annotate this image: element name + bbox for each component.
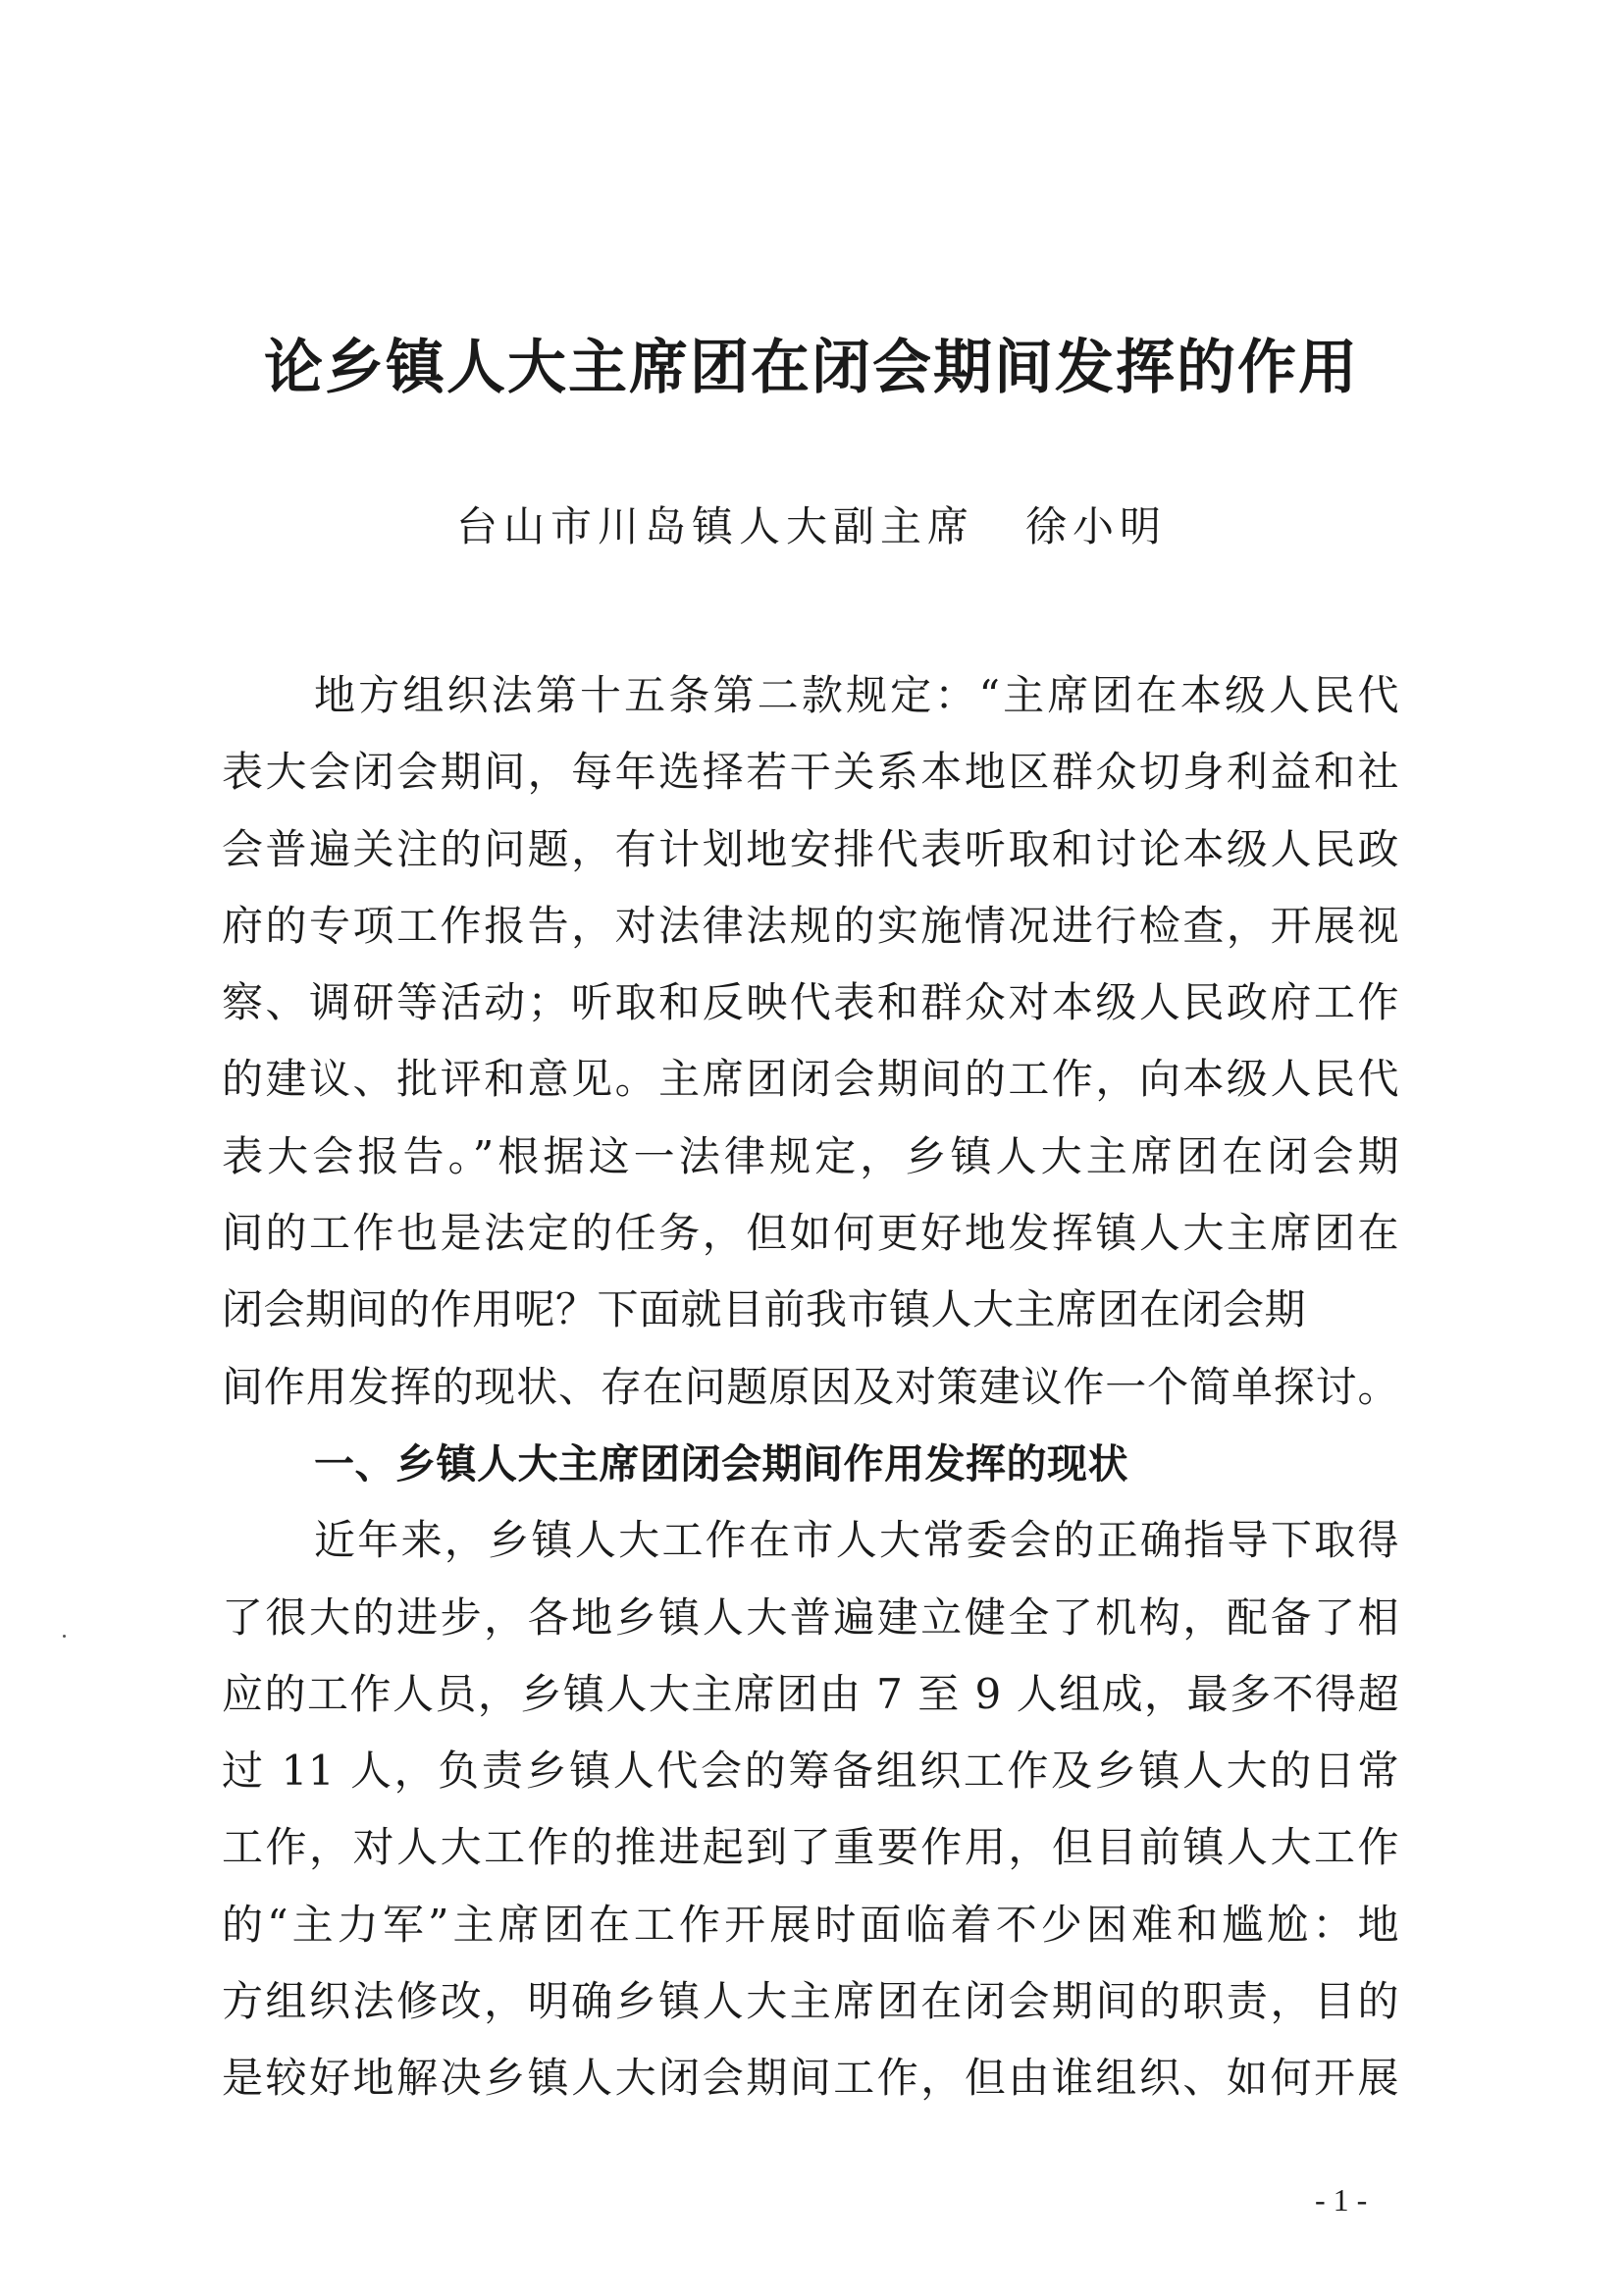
text-line: 表大会闭会期间，每年选择若干关系本地区群众切身利益和社 — [222, 748, 1399, 797]
document-title: 论乡镇人大主席团在闭会期间发挥的作用 — [264, 334, 1359, 402]
text-line: 会普遍关注的问题，有计划地安排代表听取和讨论本级人民政 — [222, 824, 1399, 873]
text-line: 近年来，乡镇人大工作在市人大常委会的正确指导下取得 — [314, 1516, 1399, 1565]
paragraph-status — [222, 1502, 1399, 2116]
scan-speck — [63, 1635, 66, 1638]
text-line: 的建议、批评和意见。主席团闭会期间的工作，向本级人民代 — [222, 1055, 1399, 1104]
author-byline — [0, 496, 1623, 558]
section-heading: 一、乡镇人大主席团闭会期间作用发挥的现状 — [314, 1439, 1128, 1487]
paragraph-intro — [222, 657, 1399, 1426]
text-line: 察、调研等活动；听取和反映代表和群众对本级人民政府工作 — [222, 978, 1399, 1027]
text-line: 间作用发挥的现状、存在问题原因及对策建议作一个简单探讨。 — [222, 1362, 1399, 1411]
text-line: 工作，对人大工作的推进起到了重要作用，但目前镇人大工作 — [222, 1823, 1399, 1872]
text-line: 过 11 人，负责乡镇人代会的筹备组织工作及乡镇人大的日常 — [222, 1747, 1399, 1796]
text-line: 是较好地解决乡镇人大闭会期间工作，但由谁组织、如何开展 — [222, 2054, 1399, 2103]
document-body — [222, 657, 1399, 2117]
text-line: 府的专项工作报告，对法律法规的实施情况进行检查，开展视 — [222, 901, 1399, 950]
author-name: 徐小明 — [1025, 502, 1168, 550]
text-line: 的“主力军”主席团在工作开展时面临着不少困难和尴尬：地 — [222, 1900, 1399, 1949]
text-line: 闭会期间的作用呢？下面就目前我市镇人大主席团在闭会期 — [222, 1285, 1307, 1334]
text-line: 间的工作也是法定的任务，但如何更好地发挥镇人大主席团在 — [222, 1209, 1399, 1258]
text-line: 方组织法修改，明确乡镇人大主席团在闭会期间的职责，目的 — [222, 1977, 1399, 2026]
text-line: 应的工作人员，乡镇人大主席团由 7 至 9 人组成，最多不得超 — [222, 1669, 1399, 1718]
page-number: - 1 - — [1315, 2182, 1368, 2218]
text-line: 表大会报告。”根据这一法律规定，乡镇人大主席团在闭会期 — [222, 1131, 1399, 1180]
text-line: 地方组织法第十五条第二款规定：“主席团在本级人民代 — [314, 671, 1399, 719]
author-position: 台山市川岛镇人大副主席 — [455, 502, 974, 550]
text-line: 了很大的进步，各地乡镇人大普遍建立健全了机构，配备了相 — [222, 1592, 1399, 1642]
